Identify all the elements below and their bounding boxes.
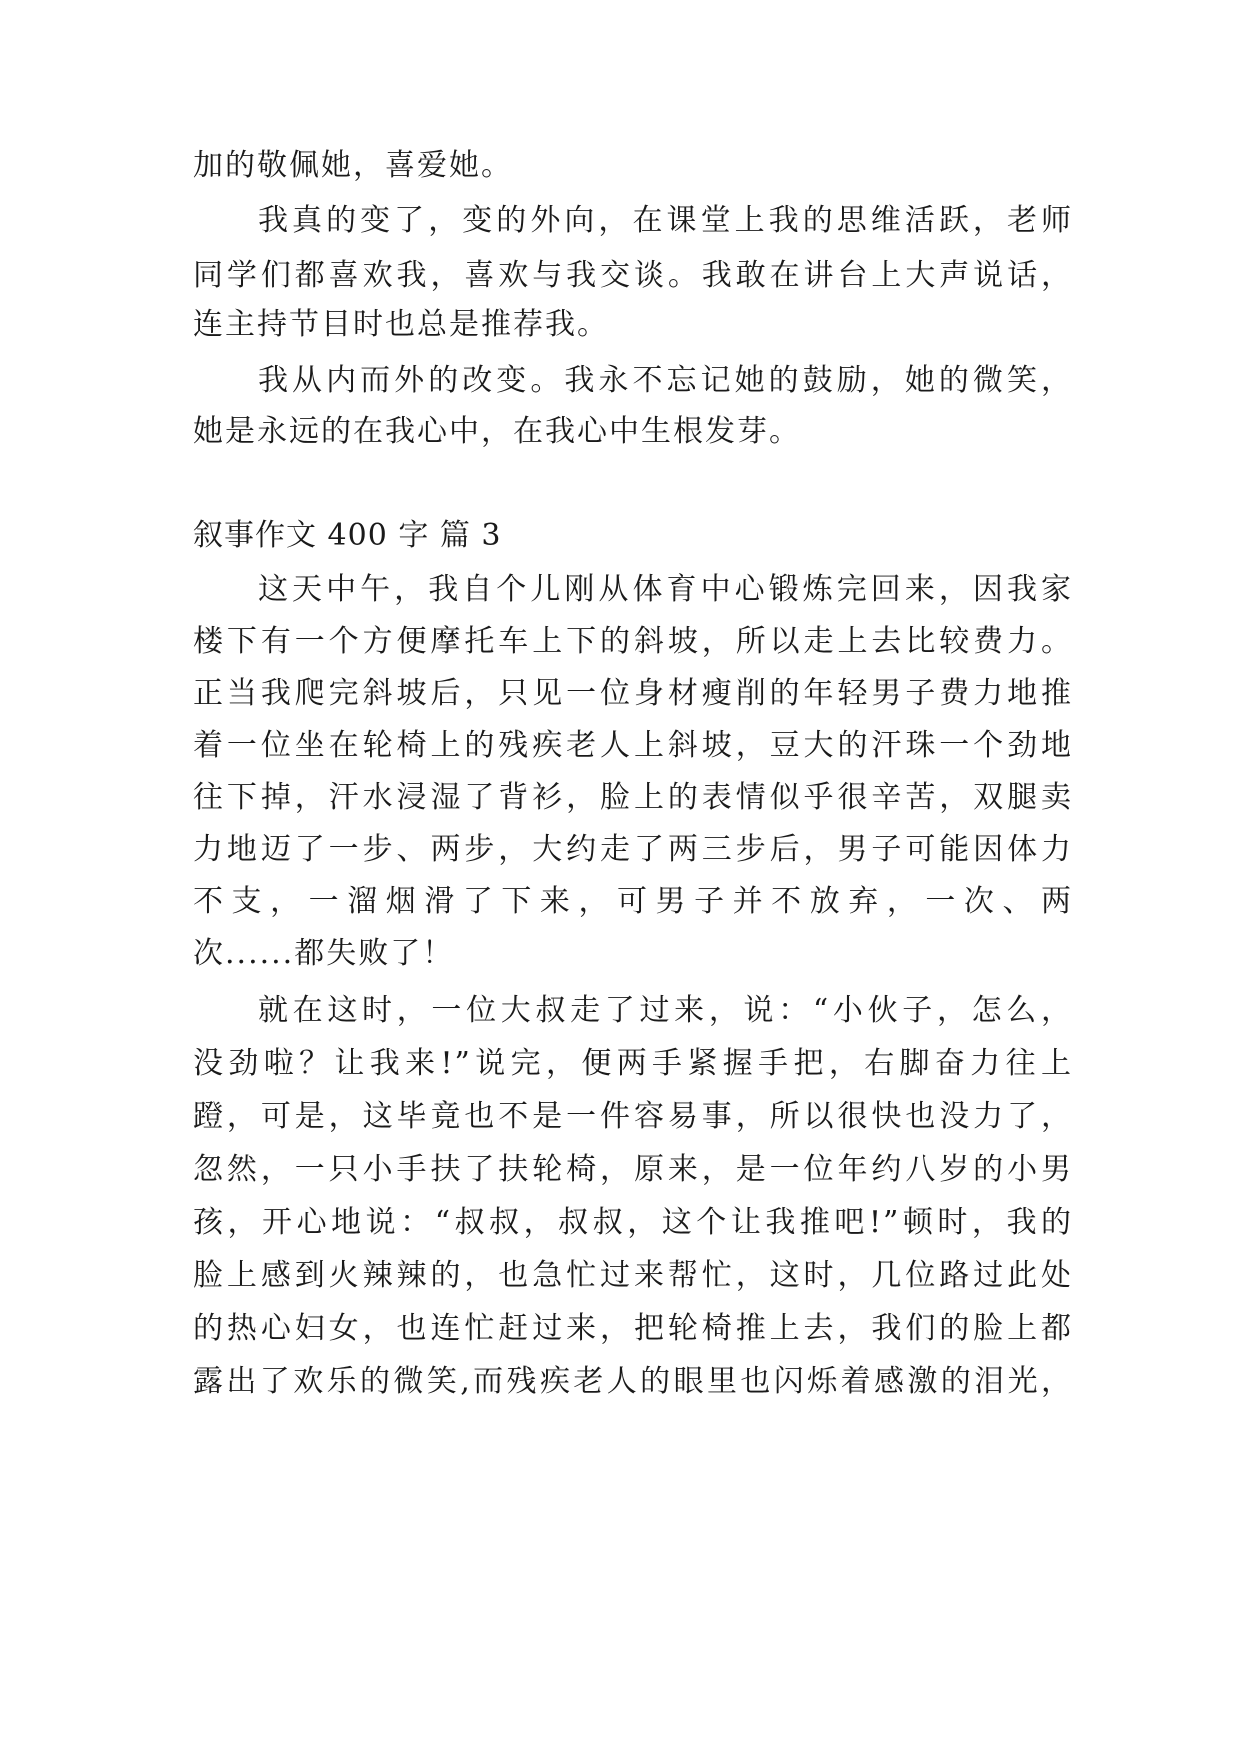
paragraph-line: 正当我爬完斜坡后，只见一位身材瘦削的年轻男子费力地推 — [193, 676, 1073, 711]
paragraph-line: 楼下有一个方便摩托车上下的斜坡，所以走上去比较费力。 — [193, 624, 1073, 659]
paragraph-line: 往下掉，汗水浸湿了背衫，脸上的表情似乎很辛苦，双腿卖 — [193, 780, 1073, 815]
paragraph-line: 力地迈了一步、两步，大约走了两三步后，男子可能因体力 — [193, 832, 1073, 867]
paragraph-line: 露出了欢乐的微笑,而残疾老人的眼里也闪烁着感激的泪光， — [193, 1364, 1073, 1399]
paragraph-line: 蹬，可是，这毕竟也不是一件容易事，所以很快也没力了， — [193, 1099, 1073, 1134]
paragraph-line: 忽然，一只小手扶了扶轮椅，原来，是一位年约八岁的小男 — [193, 1152, 1073, 1187]
paragraph-line: 脸上感到火辣辣的，也急忙过来帮忙，这时，几位路过此处 — [193, 1258, 1073, 1293]
paragraph-line: 我从内而外的改变。我永不忘记她的鼓励，她的微笑， — [258, 363, 1073, 398]
paragraph-line: 我真的变了，变的外向，在课堂上我的思维活跃，老师 — [258, 203, 1073, 238]
paragraph-line: 孩，开心地说：“叔叔，叔叔，这个让我推吧!”顿时，我的 — [193, 1205, 1073, 1240]
paragraph-line: 的热心妇女，也连忙赶过来，把轮椅推上去，我们的脸上都 — [193, 1311, 1073, 1346]
paragraph-line: 同学们都喜欢我，喜欢与我交谈。我敢在讲台上大声说话， — [193, 258, 1073, 293]
paragraph-line: 连主持节目时也总是推荐我。 — [193, 307, 609, 342]
paragraph-line: 不支，一溜烟滑了下来，可男子并不放弃，一次、两 — [193, 884, 1073, 919]
paragraph-line: 她是永远的在我心中，在我心中生根发芽。 — [193, 414, 801, 449]
section-heading: 叙事作文 400 字 篇 3 — [193, 518, 502, 553]
paragraph-line: 这天中午，我自个儿刚从体育中心锻炼完回来，因我家 — [258, 572, 1073, 607]
paragraph-line: 没劲啦？让我来!”说完，便两手紧握手把，右脚奋力往上 — [193, 1046, 1073, 1081]
paragraph-line: 就在这时，一位大叔走了过来，说：“小伙子，怎么， — [258, 993, 1073, 1028]
paragraph-line: 加的敬佩她，喜爱她。 — [193, 148, 513, 183]
paragraph-line: 着一位坐在轮椅上的残疾老人上斜坡，豆大的汗珠一个劲地 — [193, 728, 1073, 763]
paragraph-line: 次......都失败了！ — [193, 936, 455, 971]
